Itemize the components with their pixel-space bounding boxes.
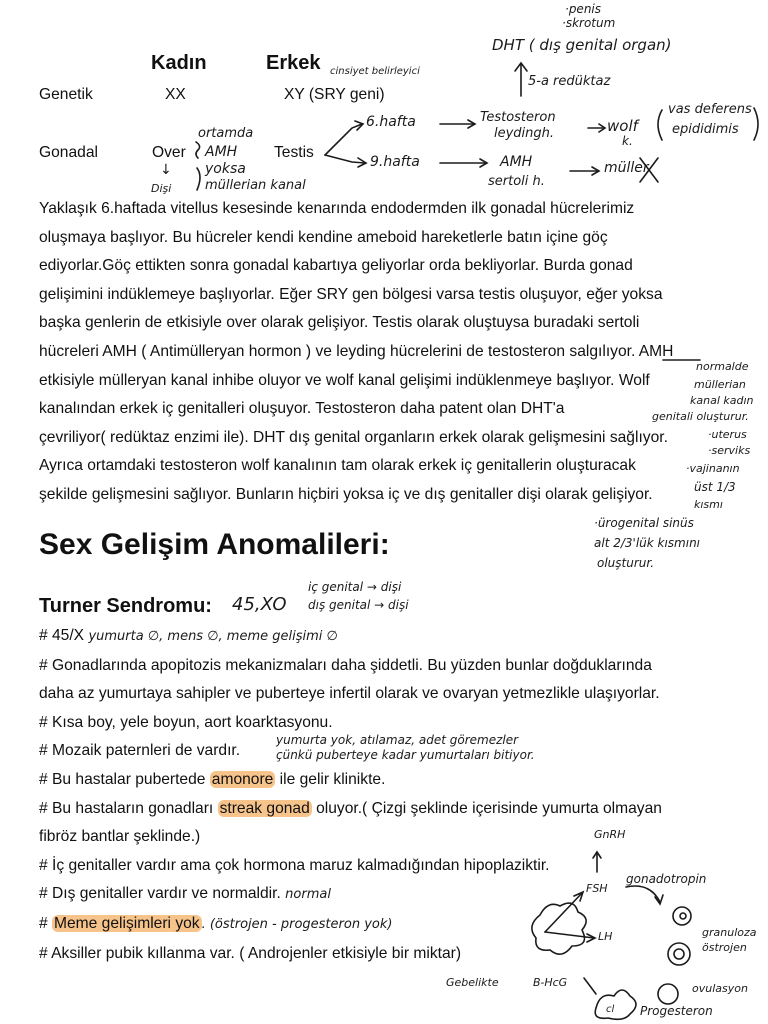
turner-text: oluyor.( Çizgi şeklinde içerisinde yumurta olmayan: [311, 799, 662, 817]
note-dis-genital: dış genital → dişi: [308, 598, 409, 612]
note-ortamda: ortamda: [198, 126, 254, 141]
intro-line: gelişimini indüklemeye başlıyorlar. Eğer SRY gen bölgesi varsa testis oluşuyor, eğer yoksa: [39, 285, 663, 303]
note-fsh: FSH: [586, 882, 608, 895]
note-ostrojen: . (östrojen - progesteron yok): [201, 916, 393, 932]
col-male: Erkek: [266, 52, 321, 74]
intro-line: etkisiyle mülleryan kanal inhibe oluyor ve wolf kanal gelişimi indüklenmeye başlıyor. Wolf: [39, 371, 650, 389]
note-mozaik-1: yumurta yok, atılamaz, adet göremezler: [276, 733, 519, 747]
note-amh-2: AMH: [205, 144, 238, 160]
note-testosteron: Testosteron: [480, 110, 556, 125]
col-female: Kadın: [151, 52, 207, 74]
turner-line: [39, 910, 729, 940]
side-note: üst 1/3: [694, 480, 736, 494]
side-note: ·uterus: [708, 428, 747, 441]
note-gonadotropin: gonadotropin: [626, 872, 707, 886]
side-note: ·serviks: [708, 444, 751, 457]
note-penis: ·penis: [565, 2, 602, 16]
highlight-meme: Meme gelişimleri yok: [54, 914, 200, 932]
turner-line: [39, 766, 729, 795]
side-note: müllerian: [694, 378, 746, 391]
intro-line: çevriliyor( redüktaz enzimi ile). DHT dış genital organların erkek olarak gelişmesini sağlıyor.: [39, 428, 668, 446]
side-note: kanal kadın: [690, 394, 754, 407]
turner-line: # Aksiller pubik kıllanma var. ( Androjenler etkisiyle bir miktar): [39, 944, 462, 962]
note-lh: LH: [598, 930, 613, 943]
note-amh: AMH: [500, 154, 533, 170]
note-ostrojen-2: östrojen: [702, 941, 747, 954]
intro-line: Ayrıca ortamdaki testosteron wolf kanalının tam olarak erkek iç genitallerin oluşturacak: [39, 457, 636, 475]
row-genetic-male: XY (SRY geni): [284, 86, 385, 103]
note-wolf: wolf: [607, 117, 638, 135]
note-leydig: leydingh.: [494, 126, 555, 141]
turner-line: # İç genitaller vardır ama çok hormona maruz kalmadığından hipoplaziktir.: [39, 856, 550, 874]
note-mozaik-2: çünkü puberteye kadar yumurtaları bitiyor.: [276, 748, 535, 762]
turner-line: fibröz bantlar şeklinde.): [39, 828, 201, 846]
turner-line: # Kısa boy, yele boyun, aort koarktasyonu.: [39, 713, 333, 731]
intro-line: hücreleri AMH ( Antimülleryan hormon ) ve leyding hücrelerini de testosteron salgılıyor. AMH: [39, 342, 674, 360]
turner-45x: # 45/X: [39, 627, 85, 644]
note-normal: normal: [285, 887, 331, 903]
note-yoksa: yoksa: [205, 161, 246, 177]
note-dht: DHT ( dış genital organ): [492, 36, 672, 54]
note-bhcg: B-HcG: [533, 976, 568, 989]
note-reduktaz: 5-a redüktaz: [528, 74, 611, 89]
side-note: ·ürogenital sinüs: [594, 516, 694, 530]
side-note: alt 2/3'lük kısmını: [594, 536, 701, 550]
highlight-amonore: amonore: [211, 770, 274, 788]
note-gebelikte: Gebelikte: [446, 976, 499, 989]
turner-list: [39, 622, 729, 968]
side-note: kısmı: [694, 498, 723, 511]
intro-paragraph: [39, 195, 729, 510]
turner-text: #: [39, 914, 53, 932]
side-note: normalde: [696, 360, 749, 373]
turner-text: # Dış genitaller vardır ve normaldir.: [39, 885, 281, 903]
note-disi: Dişi: [151, 182, 172, 195]
highlight-streak-gonad: streak gonad: [219, 799, 310, 817]
note-cinsiyet: cinsiyet belirleyici: [330, 66, 420, 77]
intro-line: ediyorlar.Göç ettikten sonra gonadal kabartıya geliyorlar orda bekliyorlar. Burda gonad: [39, 257, 633, 275]
note-muller: müller: [604, 160, 649, 176]
note-mullerian-kanal: müllerian kanal: [205, 178, 306, 193]
turner-title: Turner Sendromu:: [39, 595, 212, 617]
turner-text: # Bu hastalar pubertede: [39, 770, 210, 788]
turner-text: ile gelir klinikte.: [275, 770, 386, 788]
row-genetic-female: XX: [165, 86, 186, 103]
note-granuloza: granuloza: [702, 926, 757, 939]
row-gonadal-male: Testis: [274, 144, 314, 161]
note-ovulasyon: ovulasyon: [692, 982, 748, 995]
note-skrotum: ·skrotum: [562, 16, 616, 30]
note-vas-deferens: vas deferens: [668, 102, 752, 117]
intro-line: kanalından erkek iç genitalleri oluşuyor. Testosteron daha patent olan DHT'a: [39, 400, 565, 418]
turner-line: [39, 795, 729, 824]
row-gonadal-label: Gonadal: [39, 144, 98, 161]
intro-line: başka genlerin de etkisiyle over olarak gelişiyor. Testis olarak oluştuysa buradaki sertoli: [39, 314, 640, 332]
note-6-hafta: 6.hafta: [366, 114, 416, 130]
turner-line: # Mozaik paternleri de vardır.: [39, 742, 241, 760]
turner-text: # Bu hastaların gonadları: [39, 799, 218, 817]
intro-line: şekilde gelişmesini sağlıyor. Bunların hiçbiri yoksa iç ve dış genitaller dişi olarak gelişiyor.: [39, 485, 653, 503]
turner-line: daha az yumurtaya sahipler ve puberteye infertil olarak ve ovaryan yetmezlikle ulaşıyorlar.: [39, 685, 660, 703]
row-genetic-label: Genetik: [39, 86, 93, 103]
intro-line: Yaklaşık 6.haftada vitellus kesesinde kenarında endodermden ilk gonadal hücrelerimiz: [39, 200, 635, 217]
note-epididimis: epididimis: [672, 122, 739, 137]
arrow-down-icon: ↓: [160, 162, 172, 178]
note-gnrh: GnRH: [594, 828, 626, 841]
section-title: Sex Gelişim Anomalileri:: [39, 528, 390, 561]
side-note: genitali oluşturur.: [652, 410, 749, 423]
turner-line: # Gonadlarında apopitozis mekanizmaları daha şiddetli. Bu yüzden bunlar doğduklarında: [39, 656, 652, 674]
note-k: k.: [622, 134, 633, 148]
note-9-hafta: 9.hafta: [370, 154, 420, 170]
intro-line: oluşmaya başlıyor. Bu hücreler kendi kendine ameboid hareketlerle batın içine göç: [39, 228, 608, 246]
note-progesteron: Progesteron: [640, 1004, 713, 1018]
turner-line: [39, 622, 729, 652]
note-cl: cl: [606, 1004, 615, 1015]
side-note: ·vajinanın: [686, 462, 740, 475]
side-note: oluşturur.: [597, 556, 655, 570]
note-yumurta: yumurta ∅, mens ∅, meme gelişimi ∅: [88, 629, 338, 644]
row-gonadal-female: Over: [152, 144, 186, 161]
note-ic-genital: iç genital → dişi: [308, 580, 402, 594]
note-sertoli: sertoli h.: [488, 174, 545, 189]
note-karyotype: 45,XO: [232, 594, 287, 615]
